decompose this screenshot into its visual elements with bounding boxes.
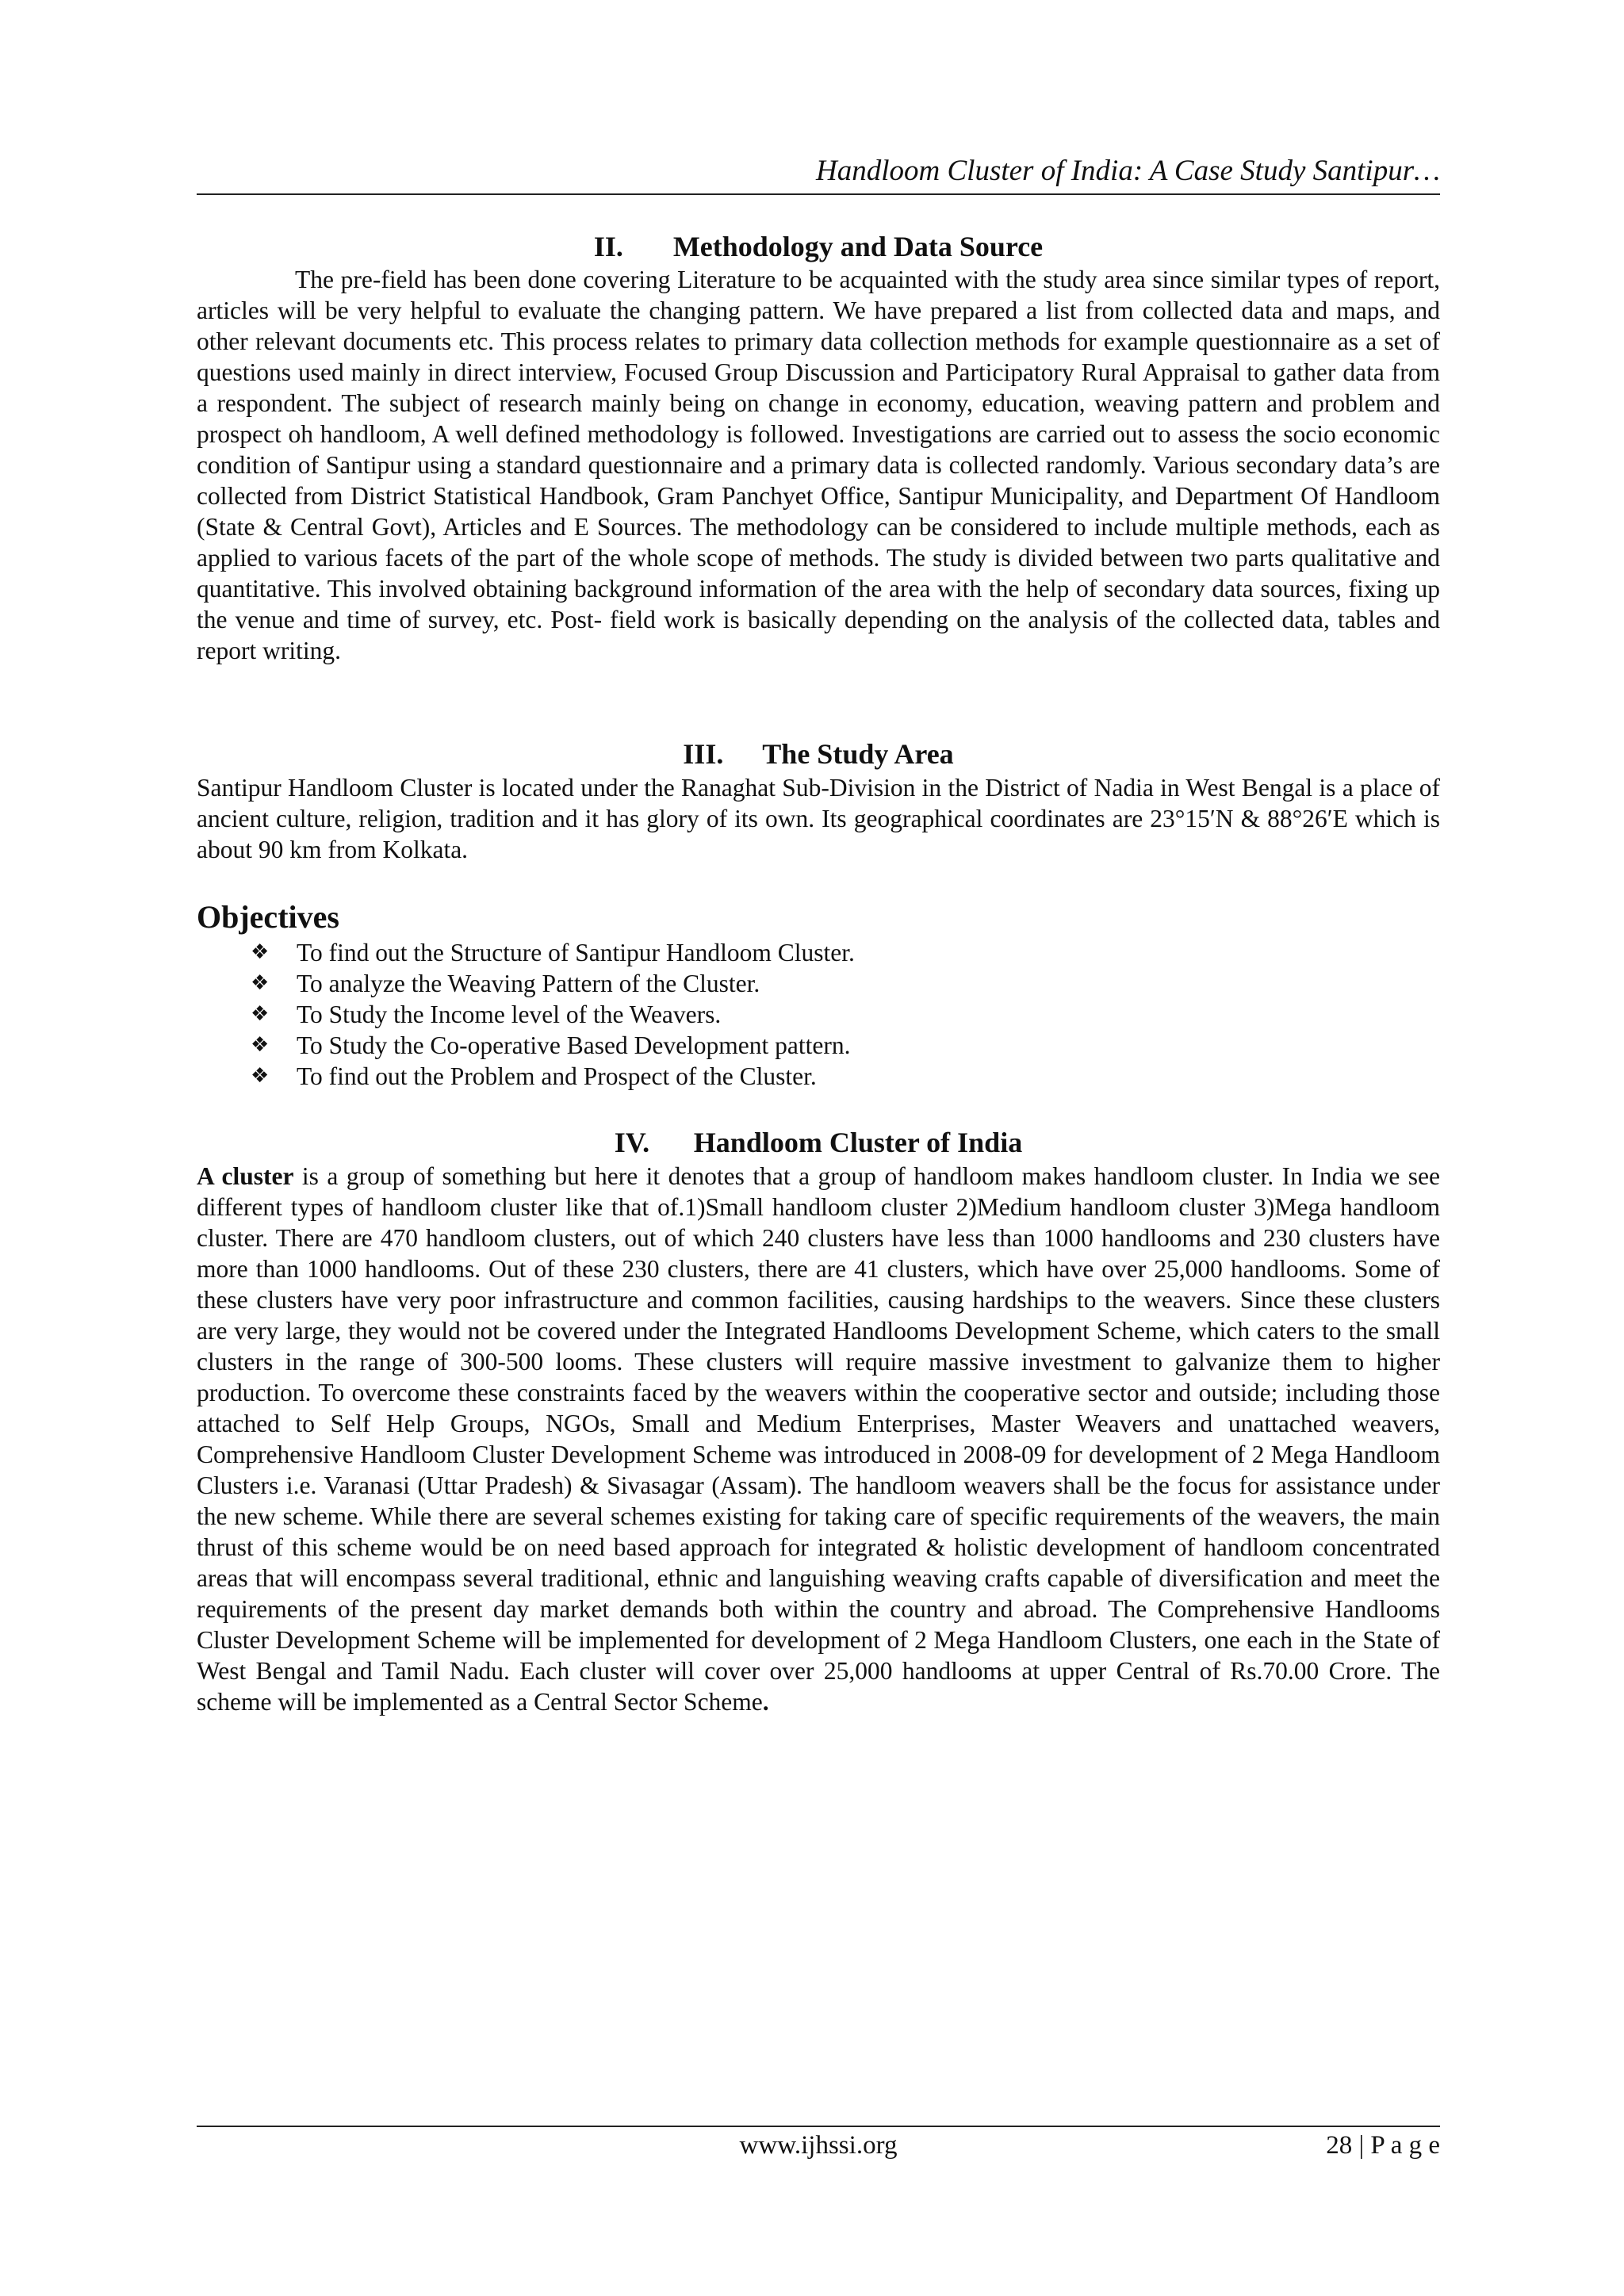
- objectives-list: [251, 937, 855, 1092]
- objective-item: ❖ To Study the Co-operative Based Development pattern.: [251, 1031, 851, 1059]
- section-number: IV.: [614, 1127, 650, 1158]
- footer-rule: [197, 2126, 1440, 2127]
- objective-item: ❖ To find out the Structure of Santipur Handloom Cluster.: [251, 939, 855, 966]
- footer-website: www.ijhssi.org: [739, 2131, 898, 2160]
- footer-page-number: 28 | P a g e: [1326, 2131, 1440, 2160]
- paragraph-body: is a group of something but here it denotes that a group of handloom makes handloom cluster. In India we see different types of handloom cluster like that of.1)Small handloom cluster 2)Medium handloom cluster 3)Mega handloom cluster. There are 470 handloom clusters, out of which 240 clusters have less than 1000 handlooms and 230 clusters have more than 1000 handlooms. Out of these 230 clusters, there are 41 clusters, which have over 25,000 handlooms. Some of these clusters have very poor infrastructure and common facilities, causing hardships to the weavers. Since these clusters are very large, they would not be covered under the Integrated Handlooms Development Scheme, which caters to the small clusters in the range of 300-500 looms. These clusters will require massive investment to galvanize them to higher production. To overcome these constraints faced by the weavers within the cooperative sector and outside; including those attached to Self Help Groups, NGOs, Small and Medium Enterprises, Master Weavers and unattached weavers, Comprehensive Handloom Cluster Development Scheme was introduced in 2008-09 for development of 2 Mega Handloom Clusters i.e. Varanasi (Uttar Pradesh) & Sivasagar (Assam). The handloom weavers shall be the focus for assistance under the new scheme. While there are several schemes existing for taking care of specific requirements of the weavers, the main thrust of this scheme would be on need based approach for integrated & holistic development of handloom concentrated areas that will encompass several traditional, ethnic and languishing weaving crafts capable of diversification and meet the requirements of the present day market demands both within the country and abroad. The Comprehensive Handlooms Cluster Development Scheme will be implemented for development of 2 Mega Handloom Clusters, one each in the State of West Bengal and Tamil Nadu. Each cluster will cover over 25,000 handlooms at upper Central of Rs.70.00 Crore. The scheme will be implemented as a Central Sector Scheme: [197, 1162, 1440, 1716]
- section-heading-study-area: [197, 737, 1440, 771]
- handloom-cluster-paragraph: [197, 1161, 1440, 1717]
- objective-item: ❖ To Study the Income level of the Weavers.: [251, 1001, 722, 1028]
- lead-term: A cluster: [197, 1162, 294, 1190]
- section-title: The Study Area: [762, 738, 954, 770]
- objective-item: ❖ To analyze the Weaving Pattern of the Cluster.: [251, 970, 760, 997]
- section-number: III.: [683, 738, 724, 770]
- header-rule: [197, 193, 1440, 195]
- diamond-bullet-icon: ❖: [251, 1064, 270, 1088]
- section-title: Methodology and Data Source: [672, 231, 1044, 262]
- section-heading-handloom-cluster: [197, 1126, 1440, 1159]
- objectives-heading: Objectives: [197, 899, 339, 935]
- paragraph-end: .: [762, 1688, 769, 1716]
- section-number: II.: [593, 231, 623, 262]
- study-area-paragraph: Santipur Handloom Cluster is located under the Ranaghat Sub-Division in the District of Nadia in West Bengal is a place of ancient culture, religion, tradition and it has glory of its own. Its geographical coordinates are 23°15′N & 88°26′E which is about 90 km from Kolkata.: [197, 774, 1440, 863]
- objective-item: ❖ To find out the Problem and Prospect of the Cluster.: [251, 1062, 817, 1090]
- diamond-bullet-icon: ❖: [251, 1002, 270, 1026]
- diamond-bullet-icon: ❖: [251, 1033, 270, 1057]
- section-heading-methodology: [197, 230, 1440, 263]
- diamond-bullet-icon: ❖: [251, 971, 270, 995]
- diamond-bullet-icon: ❖: [251, 940, 270, 964]
- methodology-paragraph: The pre-field has been done covering Literature to be acquainted with the study area since similar types of report, articles will be very helpful to evaluate the changing pattern. We have prepared a list from collected data and maps, and other relevant documents etc. This process relates to primary data collection methods for example questionnaire as a set of questions used mainly in direct interview, Focused Group Discussion and Participatory Rural Appraisal to gather data from a respondent. The subject of research mainly being on change in economy, education, weaving pattern and problem and prospect oh handloom, A well defined methodology is followed. Investigations are carried out to assess the socio economic condition of Santipur using a standard questionnaire and a primary data is collected randomly. Various secondary data’s are collected from District Statistical Handbook, Gram Panchyet Office, Santipur Municipality, and Department Of Handloom (State & Central Govt), Articles and E Sources. The methodology can be considered to include multiple methods, each as applied to various facets of the part of the whole scope of methods. The study is divided between two parts qualitative and quantitative. This involved obtaining background information of the area with the help of secondary data sources, fixing up the venue and time of survey, etc. Post- field work is basically depending on the analysis of the collected data, tables and report writing.: [197, 266, 1440, 664]
- section-title: Handloom Cluster of India: [693, 1127, 1023, 1158]
- running-header: Handloom Cluster of India: A Case Study Santipur…: [816, 155, 1440, 187]
